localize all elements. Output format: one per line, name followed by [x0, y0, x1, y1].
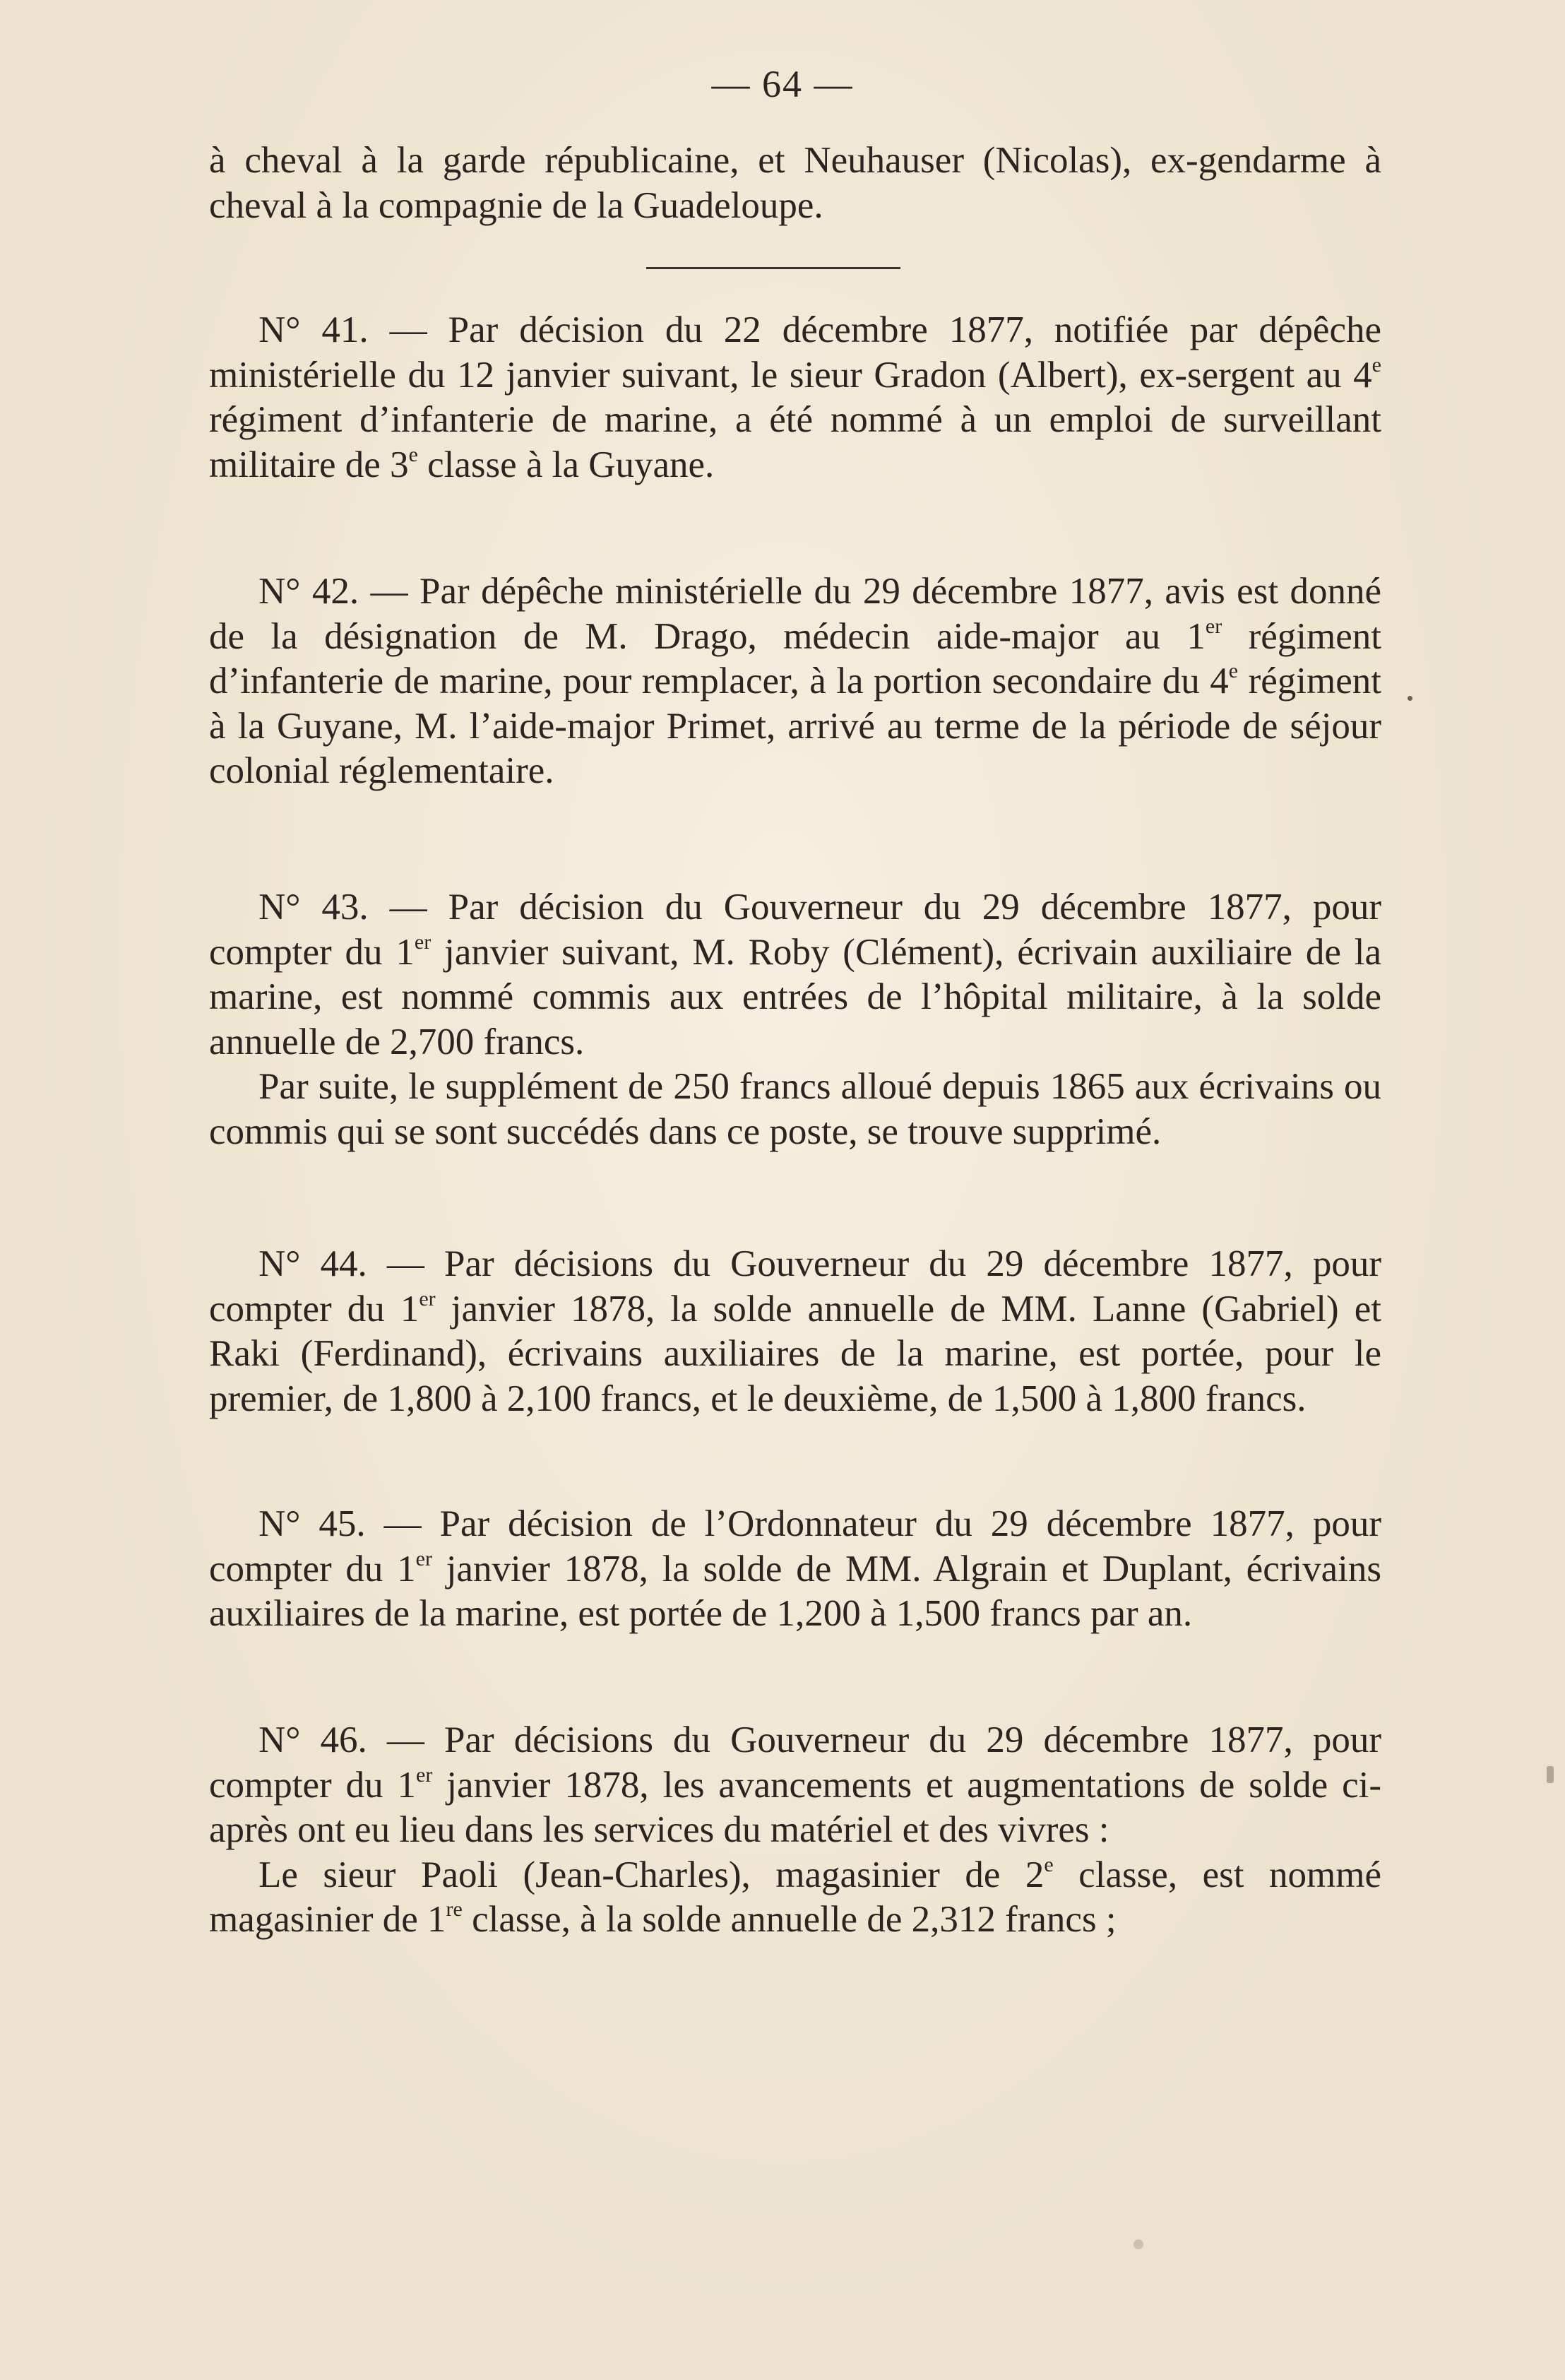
- text-run: classe, est nommé magasinier de 1: [209, 1854, 1381, 1940]
- text-run: N° 43. — Par décision du Gouverneur du 29 décembre 1877, pour compter du 1: [209, 887, 1381, 973]
- superscript: re: [446, 1898, 463, 1921]
- text-run: classe à la Guyane.: [417, 444, 715, 485]
- superscript: er: [419, 1286, 436, 1310]
- paragraph-text: à cheval à la garde républicaine, et Neuhauser (Nicolas), ex-gendarme à cheval à la compagnie de la Guadeloupe.: [209, 140, 1381, 226]
- superscript: er: [415, 1546, 432, 1570]
- paragraph-46: [209, 1718, 1381, 1943]
- text-run: janvier 1878, la solde annuelle de MM. Lanne (Gabriel) et Raki (Ferdinand), écrivains auxiliaires de la marine, est portée, pour le premier, de 1,800 à 2,100 francs, et le deuxième, de 1,500 à 1,800 francs.: [209, 1288, 1381, 1419]
- superscript: e: [408, 442, 418, 466]
- paper-speck: [1408, 696, 1412, 701]
- text-run: janvier 1878, les avancements et augmentations de solde ci-après ont eu lieu dans les services du matériel et des vivres :: [209, 1764, 1381, 1850]
- text-run: N° 41. — Par décision du 22 décembre 1877, notifiée par dépêche ministérielle du 12 janvier suivant, le sieur Gradon (Albert), ex-sergent au 4: [209, 309, 1381, 396]
- superscript: e: [1371, 353, 1381, 377]
- paragraph-45: [209, 1502, 1381, 1637]
- text-run: N° 44. — Par décisions du Gouverneur du 29 décembre 1877, pour compter du 1: [209, 1243, 1381, 1330]
- paragraph-text: [209, 1853, 1381, 1943]
- paragraph-44: [209, 1242, 1381, 1421]
- superscript: er: [416, 1763, 433, 1787]
- superscript: e: [1044, 1852, 1054, 1876]
- paper-speck: [1133, 2239, 1143, 2249]
- superscript: er: [414, 930, 432, 954]
- text-run: N° 42. — Par dépêche ministérielle du 29 décembre 1877, avis est donné de la désignation de M. Drago, médecin aide-major au 1: [209, 571, 1381, 657]
- text-run: classe, à la solde annuelle de 2,312 francs ;: [462, 1899, 1117, 1940]
- text-run: Le sieur Paoli (Jean-Charles), magasinier de 2: [258, 1854, 1045, 1895]
- paragraph-continuation: [209, 138, 1381, 228]
- paragraph-text: [209, 569, 1381, 794]
- paragraph-text: [209, 1502, 1381, 1637]
- paragraph-text: Par suite, le supplément de 250 francs alloué depuis 1865 aux écrivains ou commis qui se sont succédés dans ce poste, se trouve supprimé.: [209, 1066, 1381, 1152]
- section-divider: [646, 267, 900, 269]
- text-run: N° 45. — Par décision de l’Ordonnateur du 29 décembre 1877, pour compter du 1: [209, 1503, 1381, 1589]
- superscript: e: [1228, 659, 1239, 682]
- text-run: N° 46. — Par décisions du Gouverneur du 29 décembre 1877, pour compter du 1: [209, 1719, 1381, 1806]
- paragraph-43: [209, 885, 1381, 1154]
- text-run: janvier 1878, la solde de MM. Algrain et Duplant, écrivains auxiliaires de la marine, est portée de 1,200 à 1,500 francs par an.: [209, 1548, 1381, 1634]
- page-number: — 64 —: [711, 63, 854, 105]
- paragraph-text: [209, 1718, 1381, 1853]
- paragraph-text: [209, 885, 1381, 1065]
- paragraph-text: [209, 1242, 1381, 1421]
- superscript: er: [1205, 614, 1222, 638]
- text-run: janvier suivant, M. Roby (Clément), écrivain auxiliaire de la marine, est nommé commis aux entrées de l’hôpital militaire, à la solde annuelle de 2,700 francs.: [209, 931, 1381, 1062]
- paragraph-41: [209, 308, 1381, 487]
- paragraph-text: [209, 308, 1381, 487]
- text-run: régiment d’infanterie de marine, pour remplacer, à la portion secondaire du 4: [209, 615, 1382, 701]
- text-run: régiment à la Guyane, M. l’aide-major Primet, arrivé au terme de la période de séjour colonial réglementaire.: [209, 661, 1381, 791]
- text-run: régiment d’infanterie de marine, a été nommé à un emploi de surveillant militaire de 3: [209, 399, 1381, 485]
- paper-speck: [1547, 1766, 1554, 1783]
- paragraph-42: [209, 569, 1381, 794]
